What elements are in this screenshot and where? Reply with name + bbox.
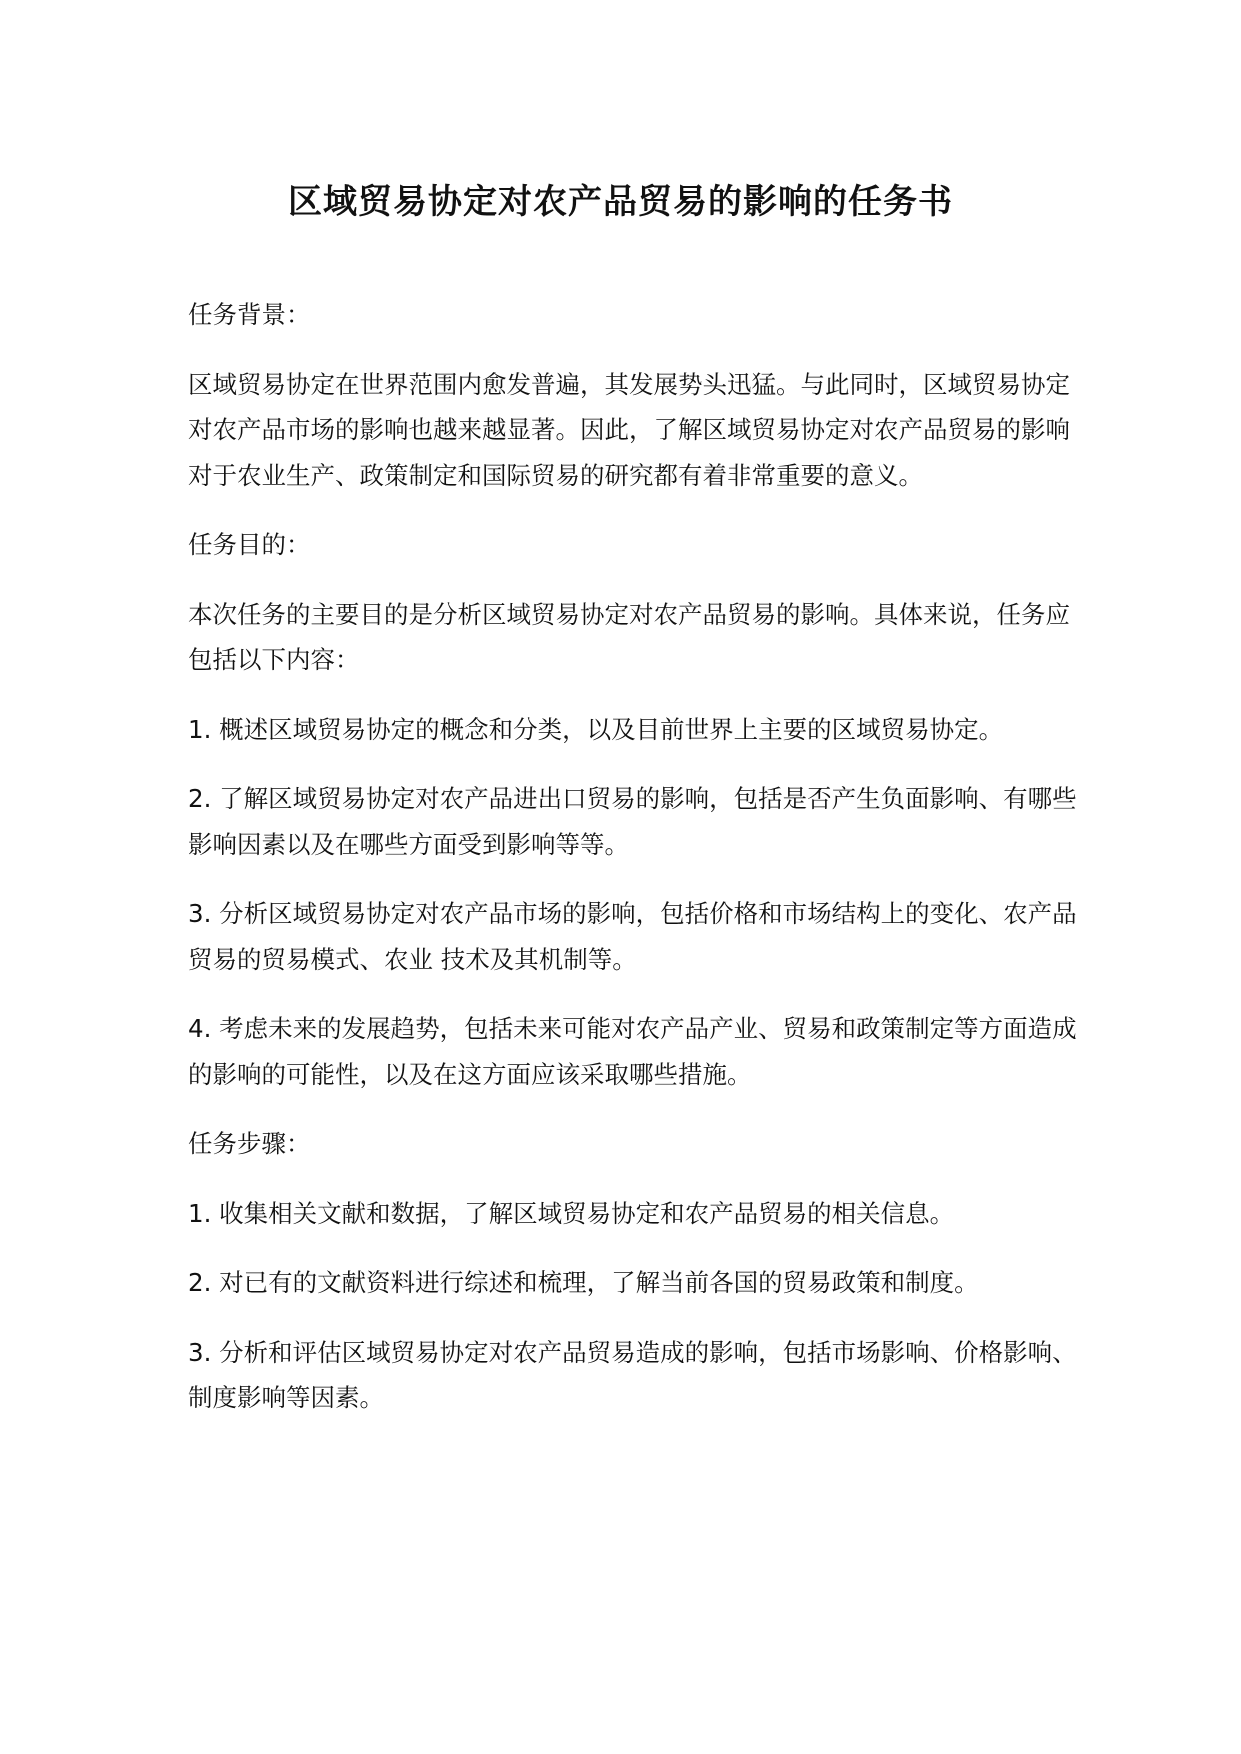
purpose-item-3: 3. 分析区域贸易协定对农产品市场的影响，包括价格和市场结构上的变化、农产品贸易的贸易模式、农业 技术及其机制等。: [188, 899, 1077, 974]
steps-item-3: 3. 分析和评估区域贸易协定对农产品贸易造成的影响，包括市场影响、价格影响、制度影响等因素。: [188, 1337, 1077, 1412]
background-paragraph: 区域贸易协定在世界范围内愈发普遍，其发展势头迅猛。与此同时，区域贸易协定对农产品市场的影响也越来越显著。因此，了解区域贸易协定对农产品贸易的影响对于农业生产、政策制定和国际贸易的研究都有着非常重要的意义。: [188, 369, 1070, 490]
purpose-intro-paragraph: 本次任务的主要目的是分析区域贸易协定对农产品贸易的影响。具体来说，任务应包括以下内容：: [188, 599, 1070, 674]
section-heading-steps: 任务步骤：: [188, 1129, 311, 1158]
purpose-item-4: 4. 考虑未来的发展趋势，包括未来可能对农产品产业、贸易和政策制定等方面造成的影响的可能性，以及在这方面应该采取哪些措施。: [188, 1014, 1077, 1089]
document-title: 区域贸易协定对农产品贸易的影响的任务书: [288, 182, 953, 222]
steps-item-2: 2. 对已有的文献资料进行综述和梳理，了解当前各国的贸易政策和制度。: [188, 1268, 979, 1297]
section-heading-background: 任务背景：: [188, 300, 311, 329]
steps-item-1: 1. 收集相关文献和数据，了解区域贸易协定和农产品贸易的相关信息。: [188, 1198, 955, 1228]
purpose-item-1: 1. 概述区域贸易协定的概念和分类，以及目前世界上主要的区域贸易协定。: [188, 714, 1004, 744]
purpose-item-2: 2. 了解区域贸易协定对农产品进出口贸易的影响，包括是否产生负面影响、有哪些影响因素以及在哪些方面受到影响等等。: [188, 784, 1077, 859]
section-heading-purpose: 任务目的：: [188, 530, 311, 559]
document-body: [188, 292, 1088, 1445]
